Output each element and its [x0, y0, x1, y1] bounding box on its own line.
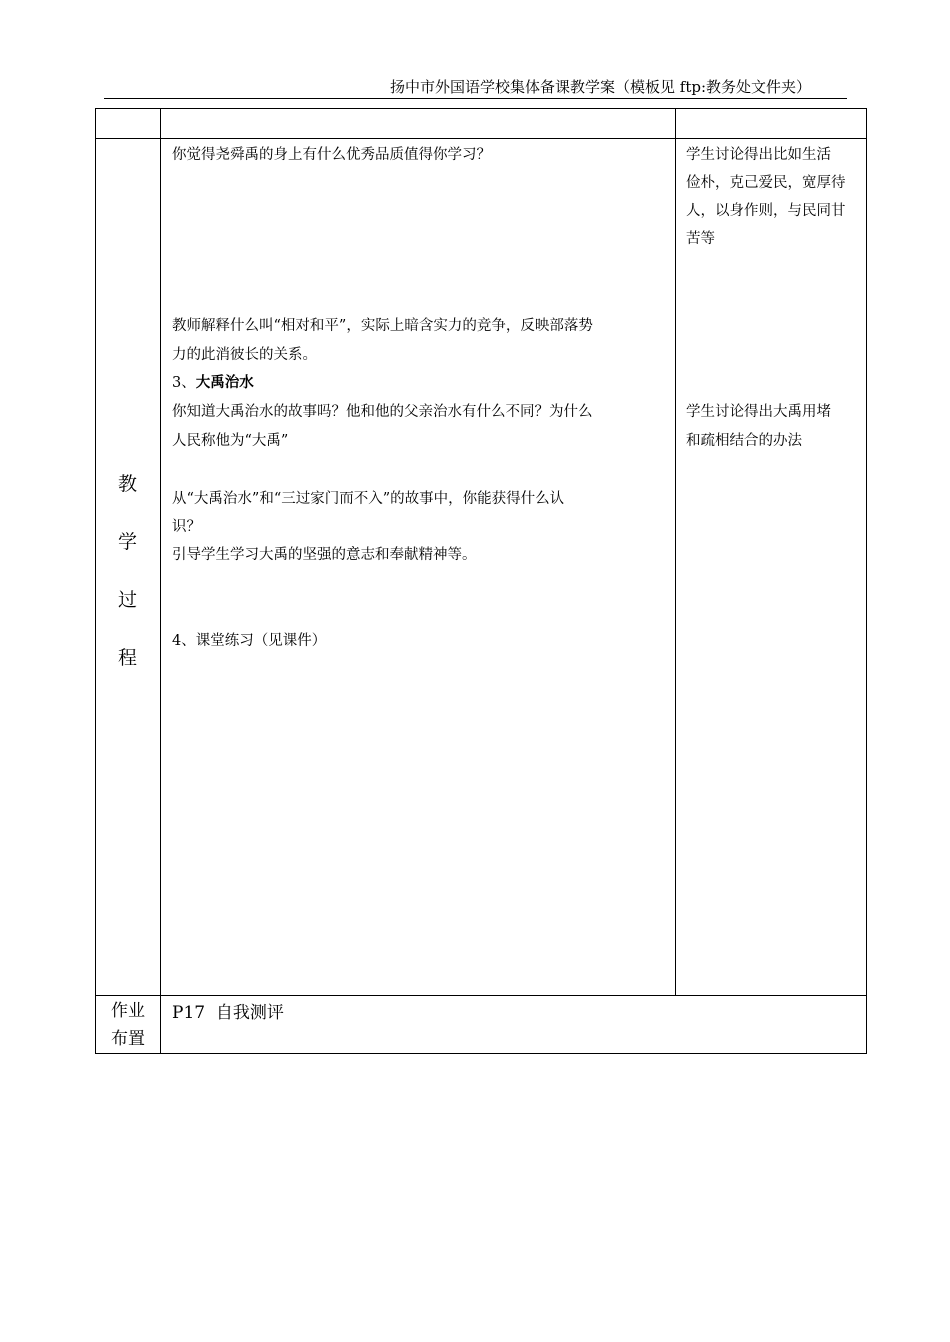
student-answer-flood-line: 学生讨论得出大禹用堵 [686, 404, 831, 420]
section-number: 3、 [172, 375, 196, 391]
question-insight-line: 识？ [172, 519, 201, 535]
table-bottom-border [95, 1053, 867, 1054]
process-label-char: 程 [118, 647, 138, 669]
guidance-text: 引导学生学习大禹的坚强的意志和奉献精神等。 [172, 547, 477, 563]
student-answer-virtues-line: 学生讨论得出比如生活 [686, 147, 831, 163]
question-flood-line: 人民称他为“大禹” [172, 433, 289, 449]
column-divider-2 [675, 108, 676, 996]
student-answer-virtues-line: 俭朴，克己爱民，宽厚待 [686, 175, 846, 191]
header-rule [104, 98, 847, 99]
table-left-border [95, 108, 96, 1054]
student-answer-virtues-line: 苦等 [686, 231, 715, 247]
section-title: 大禹治水 [195, 375, 254, 391]
teacher-explanation-line: 教师解释什么叫“相对和平”，实际上暗含实力的竞争，反映部落势 [172, 318, 593, 334]
question-flood-line: 你知道大禹治水的故事吗？他和他的父亲治水有什么不同？为什么 [172, 404, 593, 420]
process-label-char: 过 [118, 589, 138, 611]
question-insight-line: 从“大禹治水”和“三过家门而不入”的故事中，你能获得什么认 [172, 491, 565, 507]
column-divider-1 [160, 108, 161, 1054]
homework-content: P17 自我测评 [172, 1003, 284, 1023]
question-virtues: 你觉得尧舜禹的身上有什么优秀品质值得你学习？ [172, 147, 491, 163]
process-label-char: 教 [118, 473, 138, 495]
teacher-explanation-line: 力的此消彼长的关系。 [172, 347, 317, 363]
row-divider-1 [95, 138, 867, 139]
row-divider-2 [95, 995, 867, 996]
student-answer-flood-line: 和疏相结合的办法 [686, 433, 802, 449]
homework-label-line: 作业 [111, 1001, 145, 1021]
section-heading-3 [172, 369, 667, 398]
student-answer-virtues-line: 人，以身作则，与民同甘 [686, 203, 846, 219]
header-title: 扬中市外国语学校集体备课教学案（模板见 ftp:教务处文件夹） [390, 78, 812, 96]
table-right-border [866, 108, 867, 1054]
process-label-char: 学 [118, 531, 138, 553]
section-heading-4: 4、课堂练习（见课件） [172, 633, 327, 649]
homework-label-line: 布置 [111, 1029, 145, 1049]
homework-label [108, 997, 148, 1053]
table-top-border [95, 108, 867, 109]
